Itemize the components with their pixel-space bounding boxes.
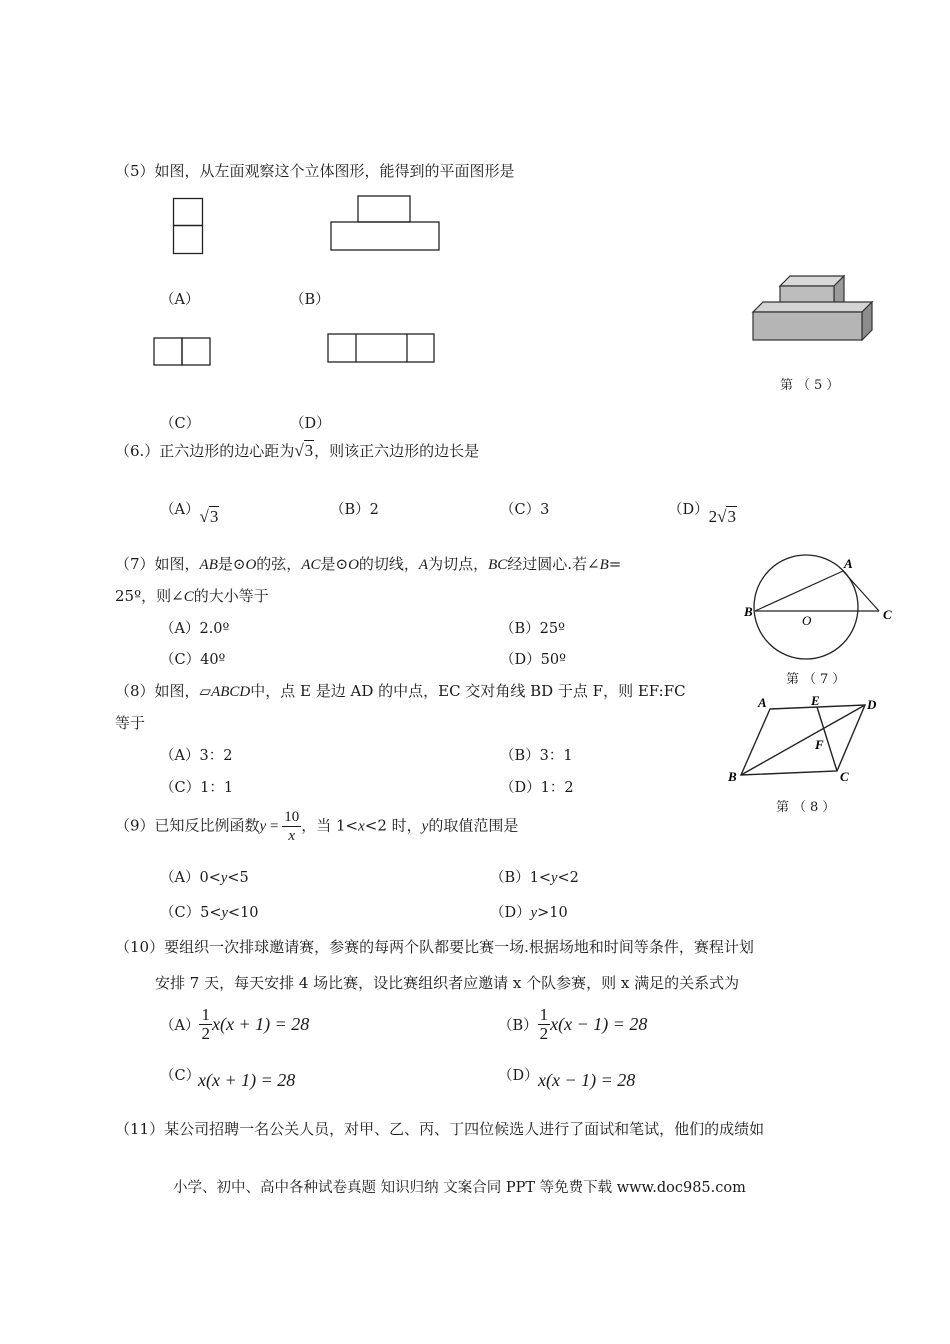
q7-circle-figure <box>740 550 900 665</box>
q5-stem: （5）如图，从左面观察这个立体图形，能得到的平面图形是 <box>115 162 515 180</box>
q7-text: 经过圆心.若∠ <box>507 555 600 573</box>
q9-text: （9）已知反比例函数 <box>115 816 260 835</box>
q9-math: y <box>259 818 267 835</box>
q6-option-d-value: 2√3 <box>708 507 736 526</box>
q7-text: 是⊙ <box>320 555 349 573</box>
q8-math: ▱ABCD <box>199 684 251 700</box>
q9-option-text: （D） <box>490 905 531 921</box>
q9-stem <box>115 808 518 845</box>
q7-option-a: （A）2.0º <box>160 621 230 637</box>
q10-frac-numerator: 1 <box>201 1005 210 1024</box>
q8-label-d: D <box>867 697 877 712</box>
q10-option-d-label: （D） <box>498 1068 539 1084</box>
q10-option-a-fraction <box>199 1006 212 1043</box>
q8-label-a: A <box>758 695 767 710</box>
q9-option-math: y <box>220 870 228 886</box>
q9-math: x <box>358 818 365 835</box>
q7-math: AC <box>301 557 321 573</box>
q6-option-b: （B）2 <box>330 502 379 518</box>
q6-stem-sqrt: √3 <box>294 441 314 460</box>
q9-frac-denominator: x <box>288 828 296 844</box>
q7-math: A <box>418 557 429 573</box>
q6-option-d <box>668 498 737 526</box>
q6-option-a-sqrt: √3 <box>199 507 219 526</box>
q9-option-math: y <box>551 870 558 886</box>
q9-option-b <box>490 866 579 887</box>
q7-option-b: （B）25º <box>500 621 565 637</box>
q5-option-b-figure <box>330 195 442 255</box>
q9-text: ，当 1< <box>301 816 359 835</box>
q6-option-d-coef: 2 <box>708 507 718 526</box>
q7-figure-caption: 第（7） <box>786 672 850 687</box>
q7-text: 的大小等于 <box>193 587 269 605</box>
q9-option-math: y <box>221 905 228 921</box>
q5-option-a-label: （A） <box>160 292 200 308</box>
q6-option-a <box>160 498 219 526</box>
q7-option-d: （D）50º <box>500 652 566 668</box>
q9-option-text: （C）5< <box>160 905 222 921</box>
q9-option-text: （B）1< <box>490 870 552 886</box>
q9-option-c <box>160 901 259 922</box>
q10-frac-denominator: 2 <box>539 1024 549 1043</box>
q7-math: C <box>183 589 194 605</box>
q7-stem-line2 <box>115 585 269 606</box>
q6-option-a-label: （A） <box>160 502 200 518</box>
q8-stem-line1 <box>115 680 686 701</box>
q8-label-e: E <box>811 693 820 708</box>
q7-math: O <box>348 557 359 573</box>
q8-text: 中，点 E 是边 AD 的中点，EC 交对角线 BD 于点 F，则 EF:FC <box>250 682 686 700</box>
q9-text: <2 时， <box>364 816 422 835</box>
q8-stem-line2: 等于 <box>115 714 146 732</box>
q10-option-a-label: （A） <box>160 1018 200 1034</box>
q6-option-a-radicand: 3 <box>209 507 219 526</box>
q5-option-b-label: （B） <box>290 292 330 308</box>
q7-label-o: O <box>802 613 812 628</box>
q10-option-d-expr: x(x − 1) = 28 <box>538 1070 636 1090</box>
q9-option-a <box>160 866 249 887</box>
q10-option-a <box>160 1006 309 1043</box>
q8-label-c: C <box>840 769 849 784</box>
q9-frac-numerator: 10 <box>284 809 300 825</box>
page-footer: 小学、初中、高中各种试卷真题 知识归纳 文案合同 PPT 等免费下载 www.doc985.com <box>173 1180 746 1196</box>
q6-option-c: （C）3 <box>500 502 550 518</box>
q8-option-d: （D）1：2 <box>500 780 574 796</box>
q8-figure-caption: 第（8） <box>776 800 840 815</box>
q6-stem-pre: （6.）正六边形的边心距为 <box>115 442 295 460</box>
q8-option-a: （A）3：2 <box>160 748 233 764</box>
q10-option-b-label: （B） <box>498 1018 538 1034</box>
q6-stem-radicand: 3 <box>304 441 314 460</box>
q7-label-c: C <box>883 607 892 622</box>
q9-option-d <box>490 901 568 922</box>
q8-parallelogram-figure <box>725 695 885 790</box>
q6-stem-post: ，则该正六边形的边长是 <box>314 442 480 460</box>
q5-figure-caption: 第（5） <box>780 378 844 393</box>
q9-option-text: <2 <box>557 870 579 886</box>
q8-label-b: B <box>728 769 737 784</box>
q7-math: BC <box>488 557 508 573</box>
q5-solid-figure <box>752 272 877 344</box>
q10-option-b <box>498 1006 647 1043</box>
q7-text: 的切线， <box>358 555 419 573</box>
q10-stem-line2: 安排 7 天，每天安排 4 场比赛，设比赛组织者应邀请 x 个队参赛，则 x 满足的关系式为 <box>155 974 740 992</box>
q8-option-b: （B）3：1 <box>500 748 573 764</box>
q9-option-text: <10 <box>227 905 259 921</box>
q10-option-c-label: （C） <box>160 1068 201 1084</box>
q7-text: 为切点， <box>428 555 489 573</box>
q7-text: 的弦， <box>256 555 302 573</box>
q8-text: （8）如图， <box>115 682 200 700</box>
q9-math: = <box>266 818 283 835</box>
q7-option-c: （C）40º <box>160 652 226 668</box>
q9-option-math: y <box>530 905 538 921</box>
q7-label-a: A <box>844 556 853 571</box>
q9-option-text: （A）0< <box>160 870 221 886</box>
q6-stem <box>115 440 479 461</box>
q10-option-c-expr: x(x + 1) = 28 <box>198 1070 296 1090</box>
q7-math: B <box>599 557 609 573</box>
q6-option-d-label: （D） <box>668 502 709 518</box>
q7-stem-line1 <box>115 553 621 574</box>
q10-option-a-expr: x(x + 1) = 28 <box>211 1014 310 1034</box>
q10-stem-line1: （10）要组织一次排球邀请赛，参赛的每两个队都要比赛一场.根据场地和时间等条件，赛程计划 <box>115 938 754 956</box>
q7-text: 是⊙ <box>217 555 246 573</box>
q9-text: 的取值范围是 <box>428 816 519 835</box>
q11-stem-line1: （11）某公司招聘一名公关人员，对甲、乙、丙、丁四位候选人进行了面试和笔试，他们的成绩如 <box>115 1120 765 1138</box>
q10-option-b-expr: x(x − 1) = 28 <box>550 1014 648 1034</box>
q5-option-a-figure <box>173 198 203 256</box>
q7-text: 25º，则∠ <box>115 587 184 605</box>
q6-option-d-radicand: 3 <box>727 507 736 526</box>
q10-frac-denominator: 2 <box>201 1024 210 1043</box>
q5-option-c-figure <box>153 337 213 367</box>
q8-label-f: F <box>815 737 824 752</box>
q5-option-d-label: （D） <box>290 416 331 432</box>
q5-option-c-label: （C） <box>160 416 201 432</box>
q7-text: = <box>608 555 622 573</box>
q7-math: AB <box>199 557 218 573</box>
q9-option-text: <5 <box>227 870 249 886</box>
q7-math: O <box>245 557 257 573</box>
q9-option-text: >10 <box>537 905 568 921</box>
q9-fraction <box>282 808 301 845</box>
q10-option-b-fraction <box>538 1006 551 1043</box>
q7-text: （7）如图， <box>115 555 200 573</box>
q9-math: y <box>421 818 429 835</box>
q8-option-c: （C）1：1 <box>160 780 234 796</box>
q5-option-d-figure <box>327 333 437 365</box>
q7-label-b: B <box>744 604 753 619</box>
q10-frac-numerator: 1 <box>539 1005 549 1024</box>
